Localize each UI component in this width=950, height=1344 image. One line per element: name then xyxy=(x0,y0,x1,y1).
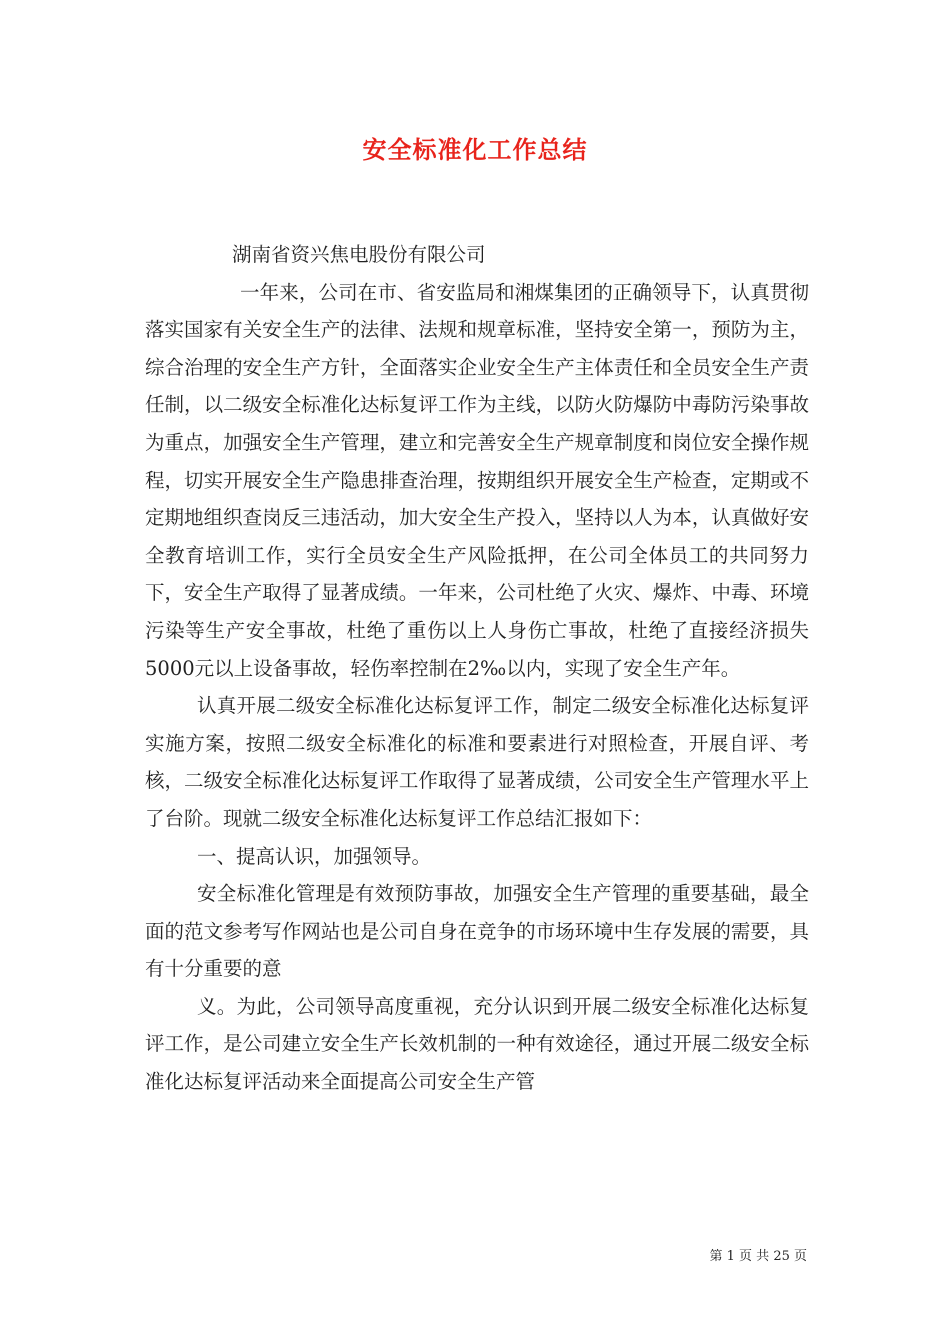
company-name: 湖南省资兴焦电股份有限公司 xyxy=(232,243,486,266)
paragraph-importance: 安全标准化管理是有效预防事故，加强安全生产管理的重要基础，最全面的范文参考写作网站也是公司自身在竞争的市场环境中生存发展的需要，具有十分重要的意 xyxy=(145,882,809,981)
document-body xyxy=(145,236,809,1101)
paragraph-summary: 一年来，公司在市、省安监局和湘煤集团的正确领导下，认真贯彻落实国家有关安全生产的法律、法规和规章标准，坚持安全第一，预防为主，综合治理的安全生产方针，全面落实企业安全生产主体责任和全员安全生产责任制，以二级安全标准化达标复评工作为主线，以防火防爆防中毒防污染事故为重点，加强安全生产管理，建立和完善安全生产规章制度和岗位安全操作规程，切实开展安全生产隐患排查治理，按期组织开展安全生产检查，定期或不定期地组织查岗反三违活动，加大安全生产投入，坚持以人为本，认真做好安全教育培训工作，实行全员安全生产风险抵押，在公司全体员工的共同努力下，安全生产取得了显著成绩。一年来，公司杜绝了火灾、爆炸、中毒、环境污染等生产安全事故，杜绝了重伤以上人身伤亡事故，杜绝了直接经济损失5000元以上设备事故，轻伤率控制在2‰以内，实现了安全生产年。 xyxy=(145,280,809,680)
page-number-footer: 第 1 页 共 25 页 xyxy=(709,1249,807,1264)
document-title: 安全标准化工作总结 xyxy=(362,135,588,164)
section-heading-1: 一、提高认识，加强领导。 xyxy=(197,844,432,868)
paragraph-standardization: 认真开展二级安全标准化达标复评工作，制定二级安全标准化达标复评实施方案，按照二级安全标准化的标准和要素进行对照检查，开展自评、考核，二级安全标准化达标复评工作取得了显著成绩，公司安全生产管理水平上了台阶。现就二级安全标准化达标复评工作总结汇报如下： xyxy=(145,694,809,830)
paragraph-leadership: 义。为此，公司领导高度重视，充分认识到开展二级安全标准化达标复评工作，是公司建立安全生产长效机制的一种有效途径，通过开展二级安全标准化达标复评活动来全面提高公司安全生产管 xyxy=(145,994,809,1094)
